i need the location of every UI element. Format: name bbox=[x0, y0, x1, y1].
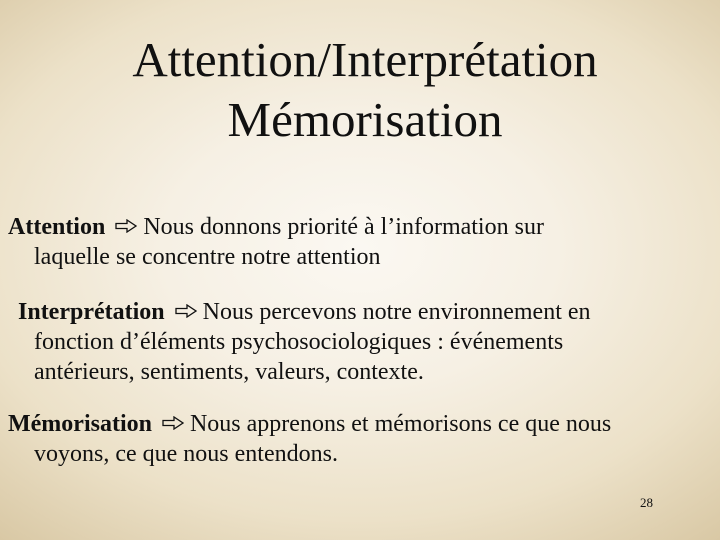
item-attention-text-1: Nous donnons priorité à l’information sur bbox=[143, 214, 544, 240]
item-interpretation-text-1: Nous percevons notre environnement en bbox=[202, 299, 591, 325]
page-number: 28 bbox=[640, 495, 653, 510]
hollow-right-arrow-icon bbox=[162, 416, 184, 430]
item-memorisation-line-1 bbox=[8, 409, 705, 439]
item-attention-text-2: laquelle se concentre notre attention bbox=[34, 244, 381, 270]
item-attention-term: Attention bbox=[8, 214, 106, 240]
item-interpretation-text-3: antérieurs, sentiments, valeurs, contexte. bbox=[34, 359, 424, 385]
slide-title-line-2: Mémorisation bbox=[227, 92, 503, 147]
item-interpretation-term: Interprétation bbox=[18, 299, 165, 325]
item-attention bbox=[8, 212, 705, 272]
item-interpretation-line-1 bbox=[18, 297, 705, 327]
item-interpretation bbox=[18, 297, 705, 387]
item-memorisation-text-1: Nous apprenons et mémorisons ce que nous bbox=[189, 411, 612, 437]
item-memorisation bbox=[8, 409, 705, 469]
item-memorisation-text-2: voyons, ce que nous entendons. bbox=[34, 441, 338, 467]
item-interpretation-text-2: fonction d’éléments psychosociologiques : événements bbox=[34, 329, 564, 355]
slide-title bbox=[60, 30, 670, 150]
slide-title-line-1: Attention/Interprétation bbox=[132, 32, 598, 87]
hollow-right-arrow-icon bbox=[115, 219, 137, 233]
hollow-right-arrow-icon bbox=[175, 304, 197, 318]
item-attention-line-1 bbox=[8, 212, 705, 242]
item-memorisation-term: Mémorisation bbox=[8, 411, 152, 437]
